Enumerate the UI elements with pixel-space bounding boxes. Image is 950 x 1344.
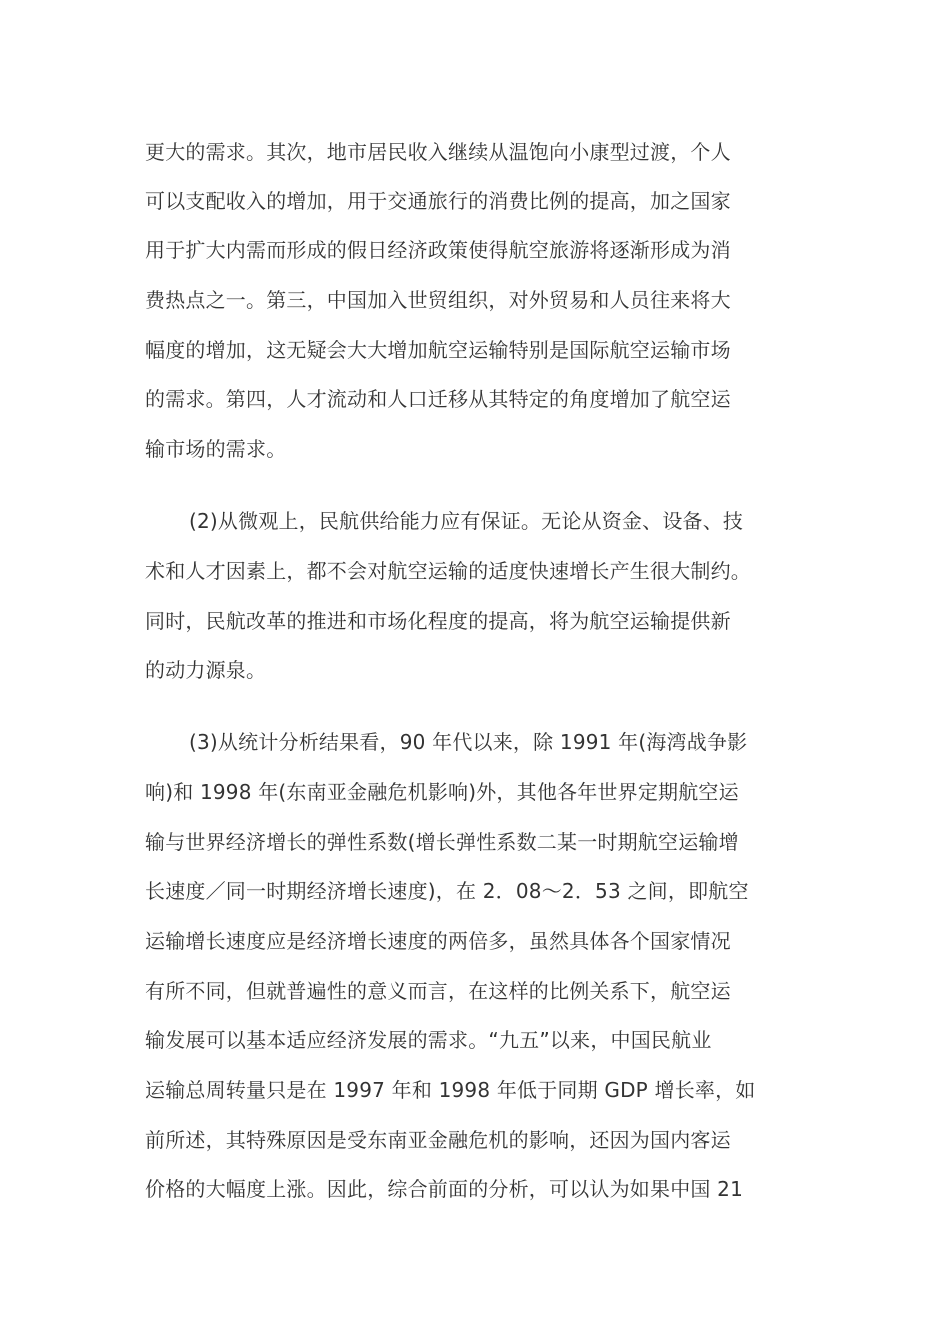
text-line: 输市场的需求。	[145, 437, 287, 461]
text-line: 价格的大幅度上涨。因此，综合前面的分析，可以认为如果中国 21	[145, 1177, 744, 1201]
text-line: 可以支配收入的增加，用于交通旅行的消费比例的提高，加之国家	[145, 189, 731, 213]
text-line: (2)从微观上，民航供给能力应有保证。无论从资金、设备、技	[189, 509, 744, 533]
text-line: 前所述，其特殊原因是受东南亚金融危机的影响，还因为国内客运	[145, 1128, 731, 1152]
text-line: 的需求。第四，人才流动和人口迁移从其特定的角度增加了航空运	[145, 387, 731, 411]
text-line: 运输总周转量只是在 1997 年和 1998 年低于同期 GDP 增长率，如	[145, 1078, 756, 1102]
text-line: 长速度／同一时期经济增长速度)，在 2．08～2．53 之间，即航空	[145, 879, 749, 903]
text-line: 费热点之一。第三，中国加入世贸组织，对外贸易和人员往来将大	[145, 288, 731, 312]
text-line: 输与世界经济增长的弹性系数(增长弹性系数二某一时期航空运输增	[145, 830, 739, 854]
text-line: 用于扩大内需而形成的假日经济政策使得航空旅游将逐渐形成为消	[145, 238, 731, 262]
text-line: 有所不同，但就普遍性的意义而言，在这样的比例关系下，航空运	[145, 979, 731, 1003]
text-line: 更大的需求。其次，地市居民收入继续从温饱向小康型过渡，个人	[145, 140, 731, 164]
text-line: 响)和 1998 年(东南亚金融危机影响)外，其他各年世界定期航空运	[145, 780, 739, 804]
text-line: 输发展可以基本适应经济发展的需求。“九五”以来，中国民航业	[145, 1028, 712, 1052]
text-line: 幅度的增加，这无疑会大大增加航空运输特别是国际航空运输市场	[145, 338, 731, 362]
text-line: 同时，民航改革的推进和市场化程度的提高，将为航空运输提供新	[145, 609, 731, 633]
text-line: 术和人才因素上，都不会对航空运输的适度快速增长产生很大制约。	[145, 559, 751, 583]
text-line: 的动力源泉。	[145, 658, 267, 682]
text-line: (3)从统计分析结果看，90 年代以来，除 1991 年(海湾战争影	[189, 730, 748, 754]
text-line: 运输增长速度应是经济增长速度的两倍多，虽然具体各个国家情况	[145, 929, 731, 953]
